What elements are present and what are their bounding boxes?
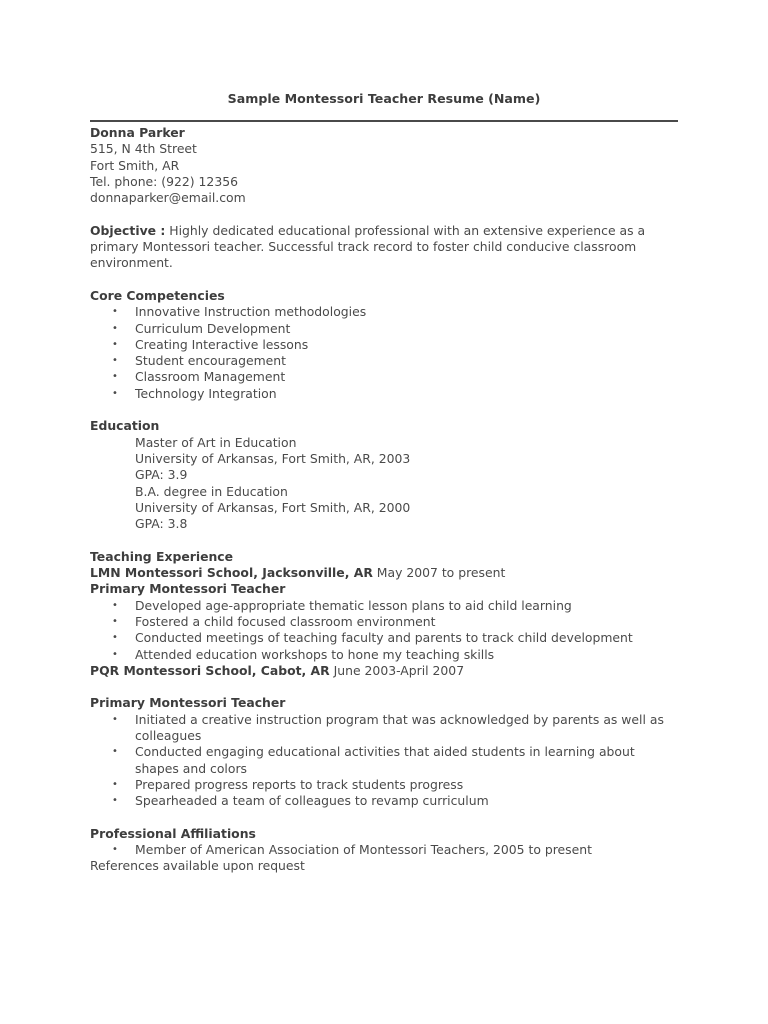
section-heading: Teaching Experience — [90, 548, 234, 564]
bullet-icon: • — [112, 371, 118, 383]
list-item: • Student encouragement — [112, 353, 287, 369]
resume-content — [90, 125, 678, 875]
list-item: • Innovative Instruction methodologies — [112, 304, 367, 320]
list-item: • Conducted engaging educational activities that aided students in learning about shapes and colors — [112, 744, 635, 776]
duties-list — [90, 712, 678, 810]
list-item: • Technology Integration — [112, 385, 277, 401]
bullet-icon: • — [112, 795, 118, 807]
job-header — [90, 565, 678, 581]
list-item: • Curriculum Development — [112, 320, 291, 336]
title-divider — [90, 120, 678, 122]
city-line: Fort Smith, AR — [90, 157, 180, 173]
objective-section — [90, 223, 678, 272]
objective-text: Highly dedicated educational professional with an extensive experience as a primary Montessori teacher. Successful track record to foster child conducive classroom environment. — [90, 222, 646, 271]
section-heading: Professional Affiliations — [90, 825, 256, 841]
employer: LMN Montessori School, Jacksonville, AR — [90, 565, 373, 581]
duties-list — [90, 598, 678, 663]
list-item: • Developed age-appropriate thematic lesson plans to aid child learning — [112, 597, 572, 613]
phone-line: Tel. phone: (922) 12356 — [90, 173, 238, 189]
section-heading: Education — [90, 418, 160, 434]
bullet-icon: • — [112, 632, 118, 644]
list-item: • Attended education workshops to hone my teaching skills — [112, 646, 495, 662]
bullet-icon: • — [112, 615, 118, 627]
employer: PQR Montessori School, Cabot, AR — [90, 662, 330, 678]
list-item: • Classroom Management — [112, 369, 286, 385]
competencies-section — [90, 288, 678, 402]
contact-block — [90, 125, 678, 206]
gpa-line: GPA: 3.8 — [135, 516, 188, 532]
bullet-icon: • — [112, 338, 118, 350]
job-role: Primary Montessori Teacher — [90, 581, 286, 597]
document-title: Sample Montessori Teacher Resume (Name) — [227, 91, 541, 106]
bullet-icon: • — [112, 778, 118, 790]
school-line: University of Arkansas, Fort Smith, AR, 2003 — [135, 450, 411, 466]
list-item: • Spearheaded a team of colleagues to revamp curriculum — [112, 793, 489, 809]
affiliations-section — [90, 826, 678, 875]
list-item: • Conducted meetings of teaching faculty and parents to track child development — [112, 630, 633, 646]
education-section — [90, 418, 678, 532]
references-note: References available upon request — [90, 858, 305, 874]
list-item: • Member of American Association of Montessori Teachers, 2005 to present — [112, 842, 592, 858]
job-header — [90, 663, 678, 679]
candidate-name: Donna Parker — [90, 125, 185, 140]
list-item: • Creating Interactive lessons — [112, 336, 309, 352]
job-dates: May 2007 to present — [372, 565, 506, 581]
bullet-icon: • — [112, 713, 118, 725]
degree-line: B.A. degree in Education — [135, 483, 288, 499]
bullet-icon: • — [112, 355, 118, 367]
job-role: Primary Montessori Teacher — [90, 695, 286, 711]
gpa-line: GPA: 3.9 — [135, 467, 188, 483]
list-item: • Initiated a creative instruction program that was acknowledged by parents as well as colleagues — [112, 711, 664, 743]
bullet-icon: • — [112, 648, 118, 660]
email-line: donnaparker@email.com — [90, 190, 246, 206]
affiliations-list — [90, 842, 678, 858]
bullet-icon: • — [112, 322, 118, 334]
degree-line: Master of Art in Education — [135, 434, 297, 450]
bullet-icon: • — [112, 746, 118, 758]
bullet-icon: • — [112, 599, 118, 611]
school-line: University of Arkansas, Fort Smith, AR, 2000 — [135, 499, 411, 515]
job-dates: June 2003-April 2007 — [329, 662, 465, 678]
bullet-icon: • — [112, 306, 118, 318]
bullet-icon: • — [112, 387, 118, 399]
list-item: • Fostered a child focused classroom environment — [112, 613, 436, 629]
competencies-list — [90, 304, 678, 402]
section-heading: Core Competencies — [90, 287, 225, 303]
objective-label: Objective : — [90, 222, 166, 238]
bullet-icon: • — [112, 844, 118, 856]
list-item: • Prepared progress reports to track students progress — [112, 776, 464, 792]
experience-section — [90, 549, 678, 810]
address-line: 515, N 4th Street — [90, 141, 197, 157]
